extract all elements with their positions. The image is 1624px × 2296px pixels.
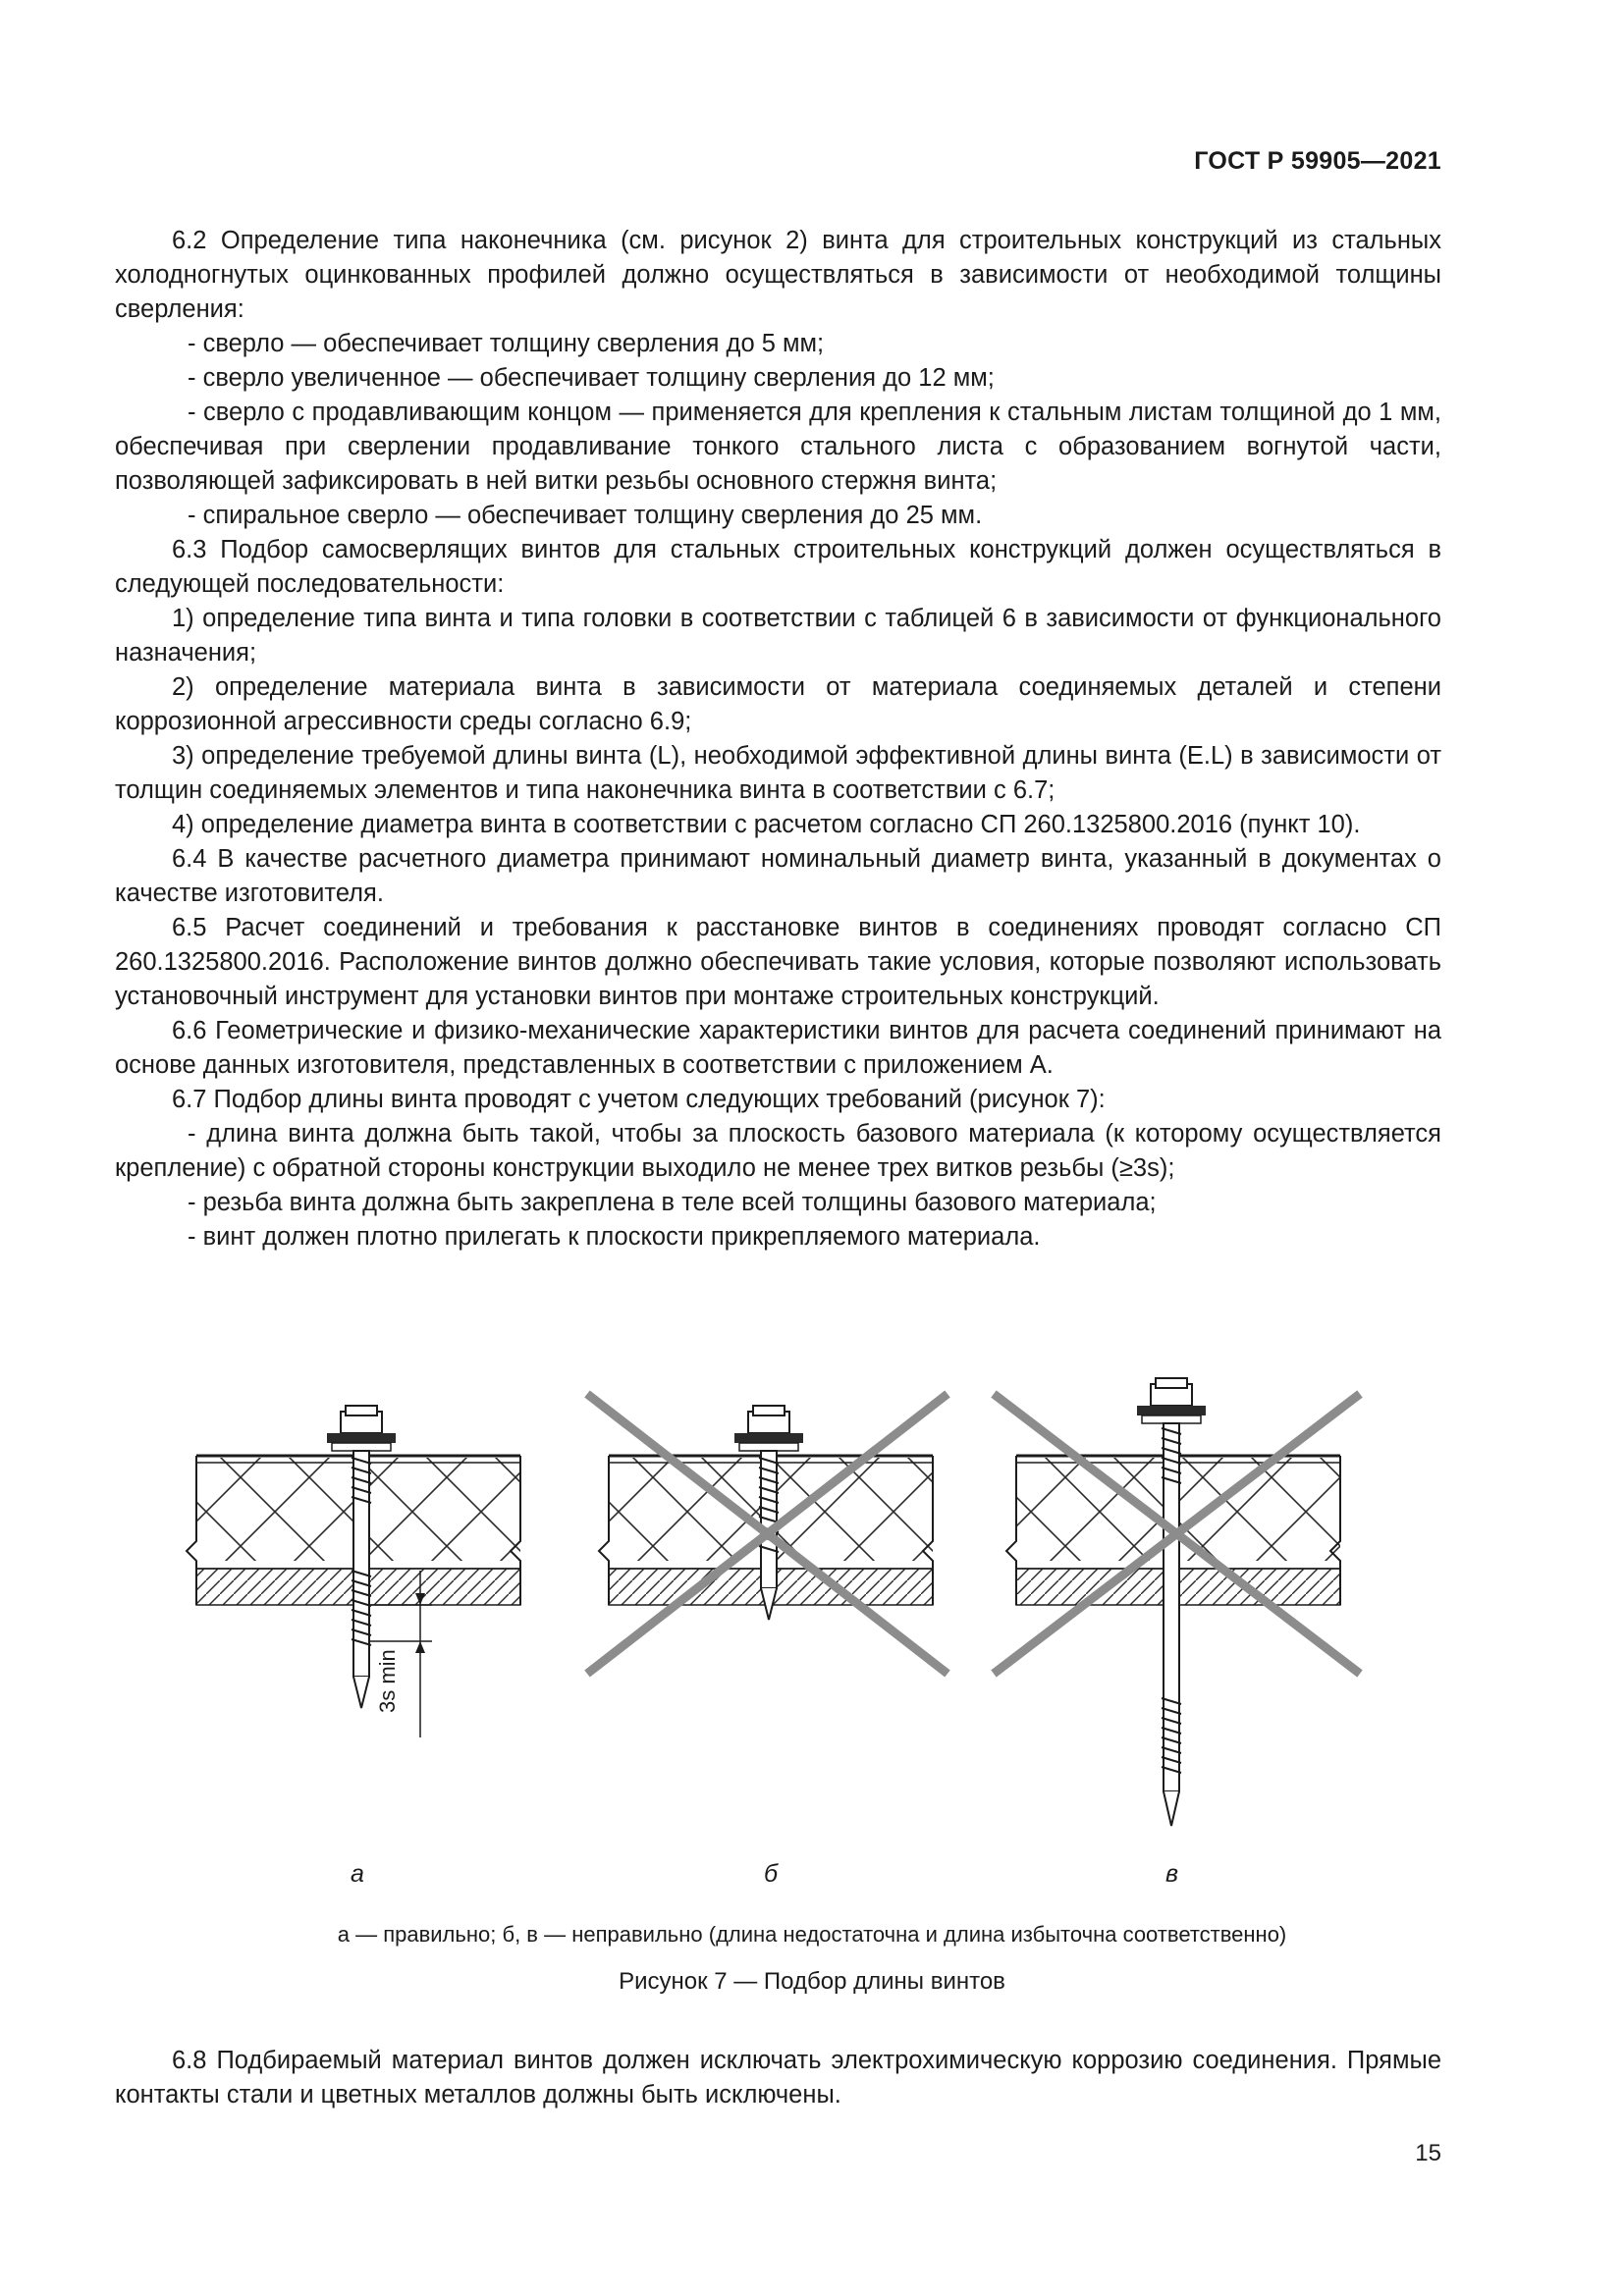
- sub-label-v: в: [1165, 1860, 1179, 1888]
- sub-label-a: а: [351, 1860, 364, 1888]
- panel-b: [587, 1394, 947, 1674]
- list-item: - сверло — обеспечивает толщину сверления до 5 мм;: [188, 330, 825, 357]
- page-number: 15: [1415, 2140, 1441, 2166]
- panel-v: [994, 1378, 1360, 1826]
- dimension-label: 3s min: [375, 1649, 400, 1713]
- paragraph: 6.3 Подбор самосверлящих винтов для стальных строительных конструкций должен осуществляться в следующей последовательности:: [115, 536, 1441, 598]
- figure-caption: Рисунок 7 — Подбор длины винтов: [619, 1968, 1005, 1995]
- paragraph: 6.7 Подбор длины винта проводят с учетом следующих требований (рисунок 7):: [172, 1086, 1106, 1113]
- panel-a: [187, 1406, 520, 1737]
- document-code: ГОСТ Р 59905—2021: [1194, 147, 1441, 175]
- figure-legend: а — правильно; б, в — неправильно (длина недостаточна и длина избыточна соответственно): [337, 1922, 1287, 1947]
- paragraph: 2) определение материала винта в зависимости от материала соединяемых деталей и степени коррозионной агрессивности среды согласно 6.9;: [115, 673, 1441, 735]
- paragraph: 3) определение требуемой длины винта (L), необходимой эффективной длины винта (E.L) в зависимости от толщин соединяемых элементов и типа наконечника винта в соответствии с 6.7;: [115, 742, 1441, 804]
- list-item: - спиральное сверло — обеспечивает толщину сверления до 25 мм.: [188, 502, 983, 529]
- paragraph: 6.2 Определение типа наконечника (см. рисунок 2) винта для строительных конструкций из стальных холодногнутых оцинкованных профилей должно осуществляться в зависимости от необходимой толщины сверления:: [115, 227, 1441, 323]
- list-item: - длина винта должна быть такой, чтобы за плоскость базового материала (к которому осуществляется крепление) с обратной стороны конструкции выходило не менее трех витков резьбы (≥3s);: [115, 1120, 1441, 1182]
- paragraph: 6.5 Расчет соединений и требования к расстановке винтов в соединениях проводят согласно СП 260.1325800.2016. Расположение винтов должно обеспечивать такие условия, которые позволяют использовать установочный инструмент для установки винтов при монтаже строительных конструкций.: [115, 914, 1441, 1010]
- list-item: - резьба винта должна быть закреплена в теле всей толщины базового материала;: [188, 1189, 1157, 1216]
- paragraph: 6.4 В качестве расчетного диаметра принимают номинальный диаметр винта, указанный в документах о качестве изготовителя.: [115, 845, 1441, 907]
- body-text-after-figure: [115, 2044, 1441, 2112]
- paragraph: 4) определение диаметра винта в соответствии с расчетом согласно СП 260.1325800.2016 (пункт 10).: [172, 811, 1361, 838]
- list-item: - сверло с продавливающим концом — применяется для крепления к стальным листам толщиной до 1 мм, обеспечивая при сверлении продавливание тонкого стального листа с образованием вогнутой части, позволяющей зафиксировать в ней витки резьбы основного стержня винта;: [115, 399, 1441, 495]
- paragraph: 1) определение типа винта и типа головки в соответствии с таблицей 6 в зависимости от функционального назначения;: [115, 605, 1441, 667]
- list-item: - винт должен плотно прилегать к плоскости прикрепляемого материала.: [188, 1223, 1041, 1251]
- sub-label-b: б: [764, 1860, 779, 1888]
- paragraph: 6.6 Геометрические и физико-механические характеристики винтов для расчета соединений принимают на основе данных изготовителя, представленных в соответствии с приложением А.: [115, 1017, 1441, 1079]
- list-item: - сверло увеличенное — обеспечивает толщину сверления до 12 мм;: [188, 364, 995, 392]
- paragraph: 6.8 Подбираемый материал винтов должен исключать электрохимическую коррозию соединения. Прямые контакты стали и цветных металлов должны быть исключены.: [115, 2047, 1441, 2109]
